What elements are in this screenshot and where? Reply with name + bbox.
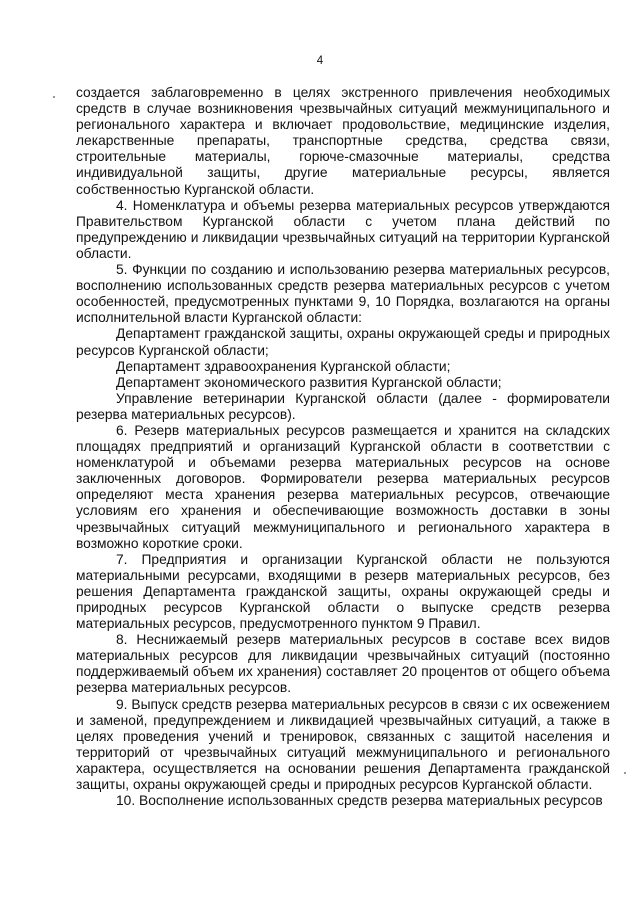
- paragraph-item-9: 9. Выпуск средств резерва материальных ресурсов в связи с их освежением и заменой, предупреждением и ликвидацией чрезвычайных ситуаций, а также в целях проведения учений и тренировок, связанных с защитой населения и территорий от чрезвычайных ситуаций межмуниципального и регионального характера, осуществляется на основании решения Департамента гражданской защиты, охраны окружающей среды и природных ресурсов Курганской области.: [76, 696, 610, 793]
- paragraph-item-6: 6. Резерв материальных ресурсов размещается и хранится на складских площадях предприятий и организаций Курганской области в соответствии с номенклатурой и объемами резерва материальных ресурсов на основе заключенных договоров. Формирователи резерва материальных ресурсов определяют места хранения резерва материальных ресурсов, отвечающие условиям его хранения и обеспечивающие возможность доставки в зоны чрезвычайных ситуаций межмуниципального и регионального характера в возможно короткие сроки.: [76, 422, 610, 551]
- page-number: 4: [316, 55, 324, 67]
- list-item-civil-defense-department: Департамент гражданской защиты, охраны окружающей среды и природных ресурсов Курганской области;: [76, 326, 610, 358]
- paragraph-item-8: 8. Неснижаемый резерв материальных ресурсов в составе всех видов материальных ресурсов для ликвидации чрезвычайных ситуаций (постоянно поддерживаемый объем их хранения) составляет 20 процентов от общего объема резерва материальных ресурсов.: [76, 632, 610, 696]
- paragraph-item-5: 5. Функции по созданию и использованию резерва материальных ресурсов, восполнению использованных средств резерва материальных ресурсов с учетом особенностей, предусмотренных пунктами 9, 10 Порядка, возлагаются на органы исполнительной власти Курганской области:: [76, 262, 610, 326]
- paragraph-item-10: 10. Восполнение использованных средств резерва материальных ресурсов: [116, 793, 603, 809]
- paragraph-item-4: 4. Номенклатура и объемы резерва материальных ресурсов утверждаются Правительством Курганской области с учетом плана действий по предупреждению и ликвидации чрезвычайных ситуаций на территории Курганской области.: [76, 197, 610, 261]
- paragraph-item-7: 7. Предприятия и организации Курганской области не пользуются материальными ресурсами, входящими в резерв материальных ресурсов, без решения Департамента гражданской защиты, охраны окружающей среды и природных ресурсов Курганской области о выпуске средств резерва материальных ресурсов, предусмотренного пунктом 9 Правил.: [76, 551, 610, 632]
- list-item-health-department: Департамент здравоохранения Курганской области;: [116, 358, 451, 374]
- scan-speck: [624, 772, 626, 774]
- document-body: [76, 85, 610, 809]
- list-item-economic-department: Департамент экономического развития Курганской области;: [116, 374, 502, 390]
- list-item-veterinary-office: Управление ветеринарии Курганской области (далее - формирователи резерва материальных ресурсов).: [76, 390, 610, 422]
- paragraph-continuation: создается заблаговременно в целях экстренного привлечения необходимых средств в случае возникновения чрезвычайных ситуаций межмуниципального и регионального характера и включает продовольствие, медицинские изделия, лекарственные препараты, транспортные средства, средства связи, строительные материалы, горюче-смазочные материалы, средства индивидуальной защиты, другие материальные ресурсы, является собственностью Курганской области.: [76, 85, 610, 197]
- scan-speck: [53, 96, 55, 98]
